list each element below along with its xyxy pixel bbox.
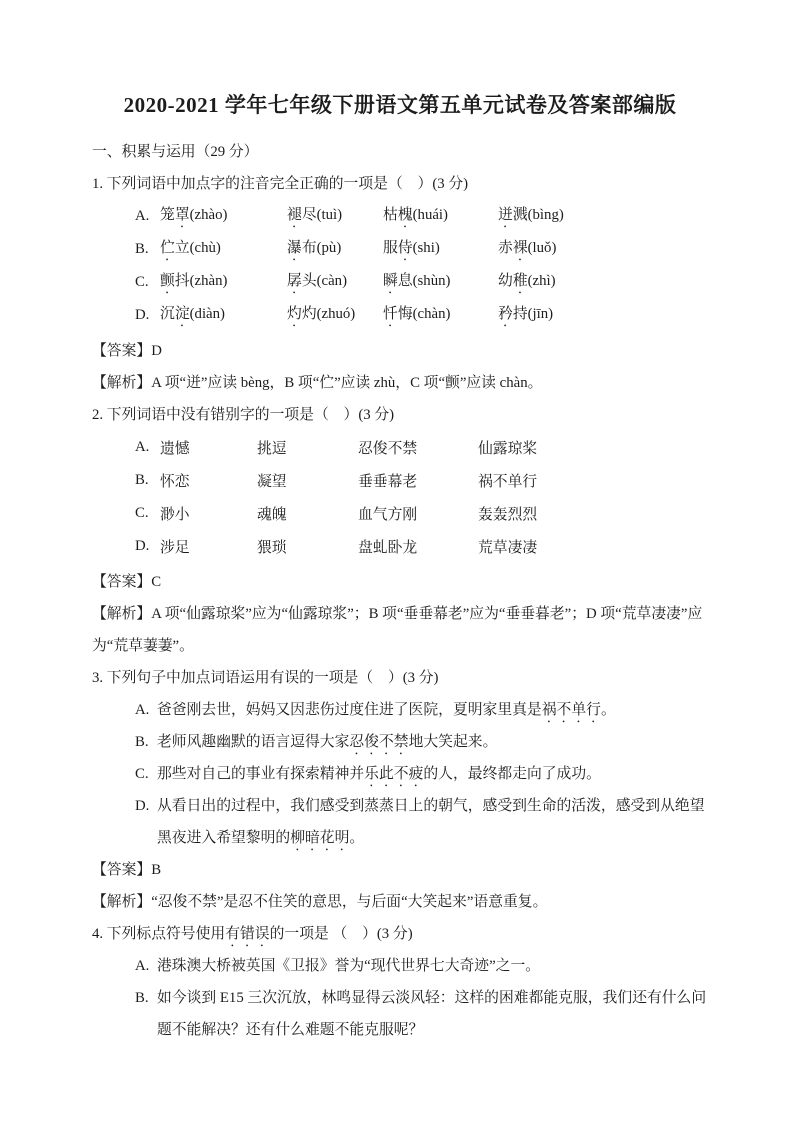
- option-label: D.: [135, 798, 150, 814]
- option-word: 笼罩(zhào): [160, 206, 228, 223]
- q1-option-row-d: [135, 299, 708, 332]
- q2-option-row-c: [135, 497, 708, 530]
- option-label: B.: [135, 734, 149, 750]
- q1-option-row-a: [135, 200, 708, 233]
- q2-option-row-b: [135, 464, 708, 497]
- option-text: 老师风趣幽默的语言逗得大家忍俊不禁地大笑起来。: [157, 734, 498, 750]
- option-word: 渺小: [160, 507, 190, 523]
- option-label: A.: [135, 208, 150, 224]
- option-text: 从看日出的过程中，我们感受到蒸蒸日上的朝气，感受到生命的活泼，感受到从绝望黑夜进入希望黎明的柳暗花明。: [157, 798, 705, 846]
- q3-stem: 3. 下列句子中加点词语运用有误的一项是（ ）(3 分): [92, 670, 439, 686]
- q3-option-a: [135, 694, 708, 726]
- q4-stem: 4. 下列标点符号使用有错误的一项是 （ ）(3 分): [92, 926, 413, 942]
- option-word: 服侍(shi): [383, 239, 440, 256]
- option-word: 褪尽(tuì): [287, 206, 343, 223]
- q3-analysis: 【解析】“忍俊不禁”是忍不住笑的意思，与后面“大笑起来”语意重复。: [92, 894, 548, 910]
- option-word: 颤抖(zhàn): [160, 272, 228, 289]
- option-word: 瞬息(shùn): [383, 272, 451, 289]
- option-word: 挑逗: [257, 441, 287, 457]
- option-word: 猥琐: [257, 540, 287, 556]
- q3-option-c: [135, 758, 708, 790]
- option-word: 涉足: [160, 540, 190, 556]
- q2-stem: 2. 下列词语中没有错别字的一项是（ ）(3 分): [92, 407, 395, 423]
- q3-option-d: [135, 790, 708, 854]
- option-word: 血气方刚: [358, 507, 418, 523]
- option-text: 爸爸刚去世，妈妈又因悲伤过度住进了医院，夏明家里真是祸不单行。: [157, 702, 616, 718]
- q2-option-row-a: [135, 431, 708, 464]
- q1-option-row-c: [135, 266, 708, 299]
- option-word: 幼稚(zhì): [498, 272, 556, 289]
- option-label: A.: [135, 702, 150, 718]
- q1-options-table: [135, 200, 708, 332]
- option-word: 盘虬卧龙: [358, 540, 418, 556]
- option-label: B.: [135, 241, 149, 257]
- page-title: 2020-2021 学年七年级下册语文第五单元试卷及答案部编版: [123, 93, 677, 117]
- option-label: A.: [135, 958, 150, 974]
- option-word: 瀑布(pù): [287, 239, 342, 256]
- q2-options-table: [135, 431, 708, 563]
- option-text: 港珠澳大桥被英国《卫报》誉为“现代世界七大奇迹”之一。: [157, 958, 541, 974]
- option-word: 矜持(jīn): [498, 305, 554, 322]
- option-word: 迸溅(bìng): [498, 206, 564, 223]
- section-heading: 一、积累与运用（29 分）: [92, 144, 259, 160]
- option-label: B.: [135, 990, 149, 1006]
- option-word: 孱头(càn): [287, 272, 347, 289]
- q4-option-b: [135, 982, 708, 1046]
- q3-option-b: [135, 726, 708, 758]
- option-word: 仙露琼桨: [478, 441, 538, 457]
- option-word: 轰轰烈烈: [478, 507, 538, 523]
- option-label: C.: [135, 505, 149, 521]
- option-word: 荒草凄凄: [478, 540, 538, 556]
- option-word: 凝望: [257, 474, 287, 490]
- option-label: A.: [135, 439, 150, 455]
- option-word: 祸不单行: [478, 474, 538, 490]
- option-word: 枯槐(huái): [383, 206, 448, 223]
- option-text: 那些对自己的事业有探索精神并乐此不疲的人，最终都走向了成功。: [157, 766, 601, 782]
- option-word: 灼灼(zhuó): [287, 305, 356, 322]
- option-label: C.: [135, 766, 149, 782]
- option-word: 遗憾: [160, 441, 190, 457]
- option-word: 忍俊不禁: [358, 441, 418, 457]
- option-word: 垂垂幕老: [358, 474, 418, 490]
- option-word: 沉淀(diàn): [160, 305, 225, 322]
- option-word: 赤裸(luǒ): [498, 239, 557, 256]
- option-label: B.: [135, 472, 149, 488]
- option-text: 如今谈到 E15 三次沉放，林鸣显得云淡风轻：这样的困难都能克服，我们还有什么问题不能解决？还有什么难题不能克服呢？: [157, 990, 707, 1038]
- q2-answer: 【答案】C: [92, 574, 162, 590]
- q1-analysis: 【解析】A 项“迸”应读 bèng，B 项“伫”应读 zhù，C 项“颤”应读 chàn。: [92, 375, 543, 391]
- q4-option-a: [135, 950, 708, 982]
- option-word: 魂魄: [257, 507, 287, 523]
- option-label: D.: [135, 538, 150, 554]
- q3-answer: 【答案】B: [92, 862, 162, 878]
- q1-option-row-b: [135, 233, 708, 266]
- q1-stem: 1. 下列词语中加点字的注音完全正确的一项是（ ）(3 分): [92, 176, 469, 192]
- option-word: 伫立(chù): [160, 239, 221, 256]
- option-label: C.: [135, 274, 149, 290]
- q2-analysis: 【解析】A 项“仙露琼桨”应为“仙露琼浆”；B 项“垂垂幕老”应为“垂垂暮老”；D 项“荒草凄凄”应为“荒草萋萋”。: [92, 606, 703, 654]
- q1-answer: 【答案】D: [92, 343, 162, 359]
- q2-option-row-d: [135, 530, 708, 563]
- option-word: 忏悔(chàn): [383, 305, 451, 322]
- option-word: 怀恋: [160, 474, 190, 490]
- option-label: D.: [135, 307, 150, 323]
